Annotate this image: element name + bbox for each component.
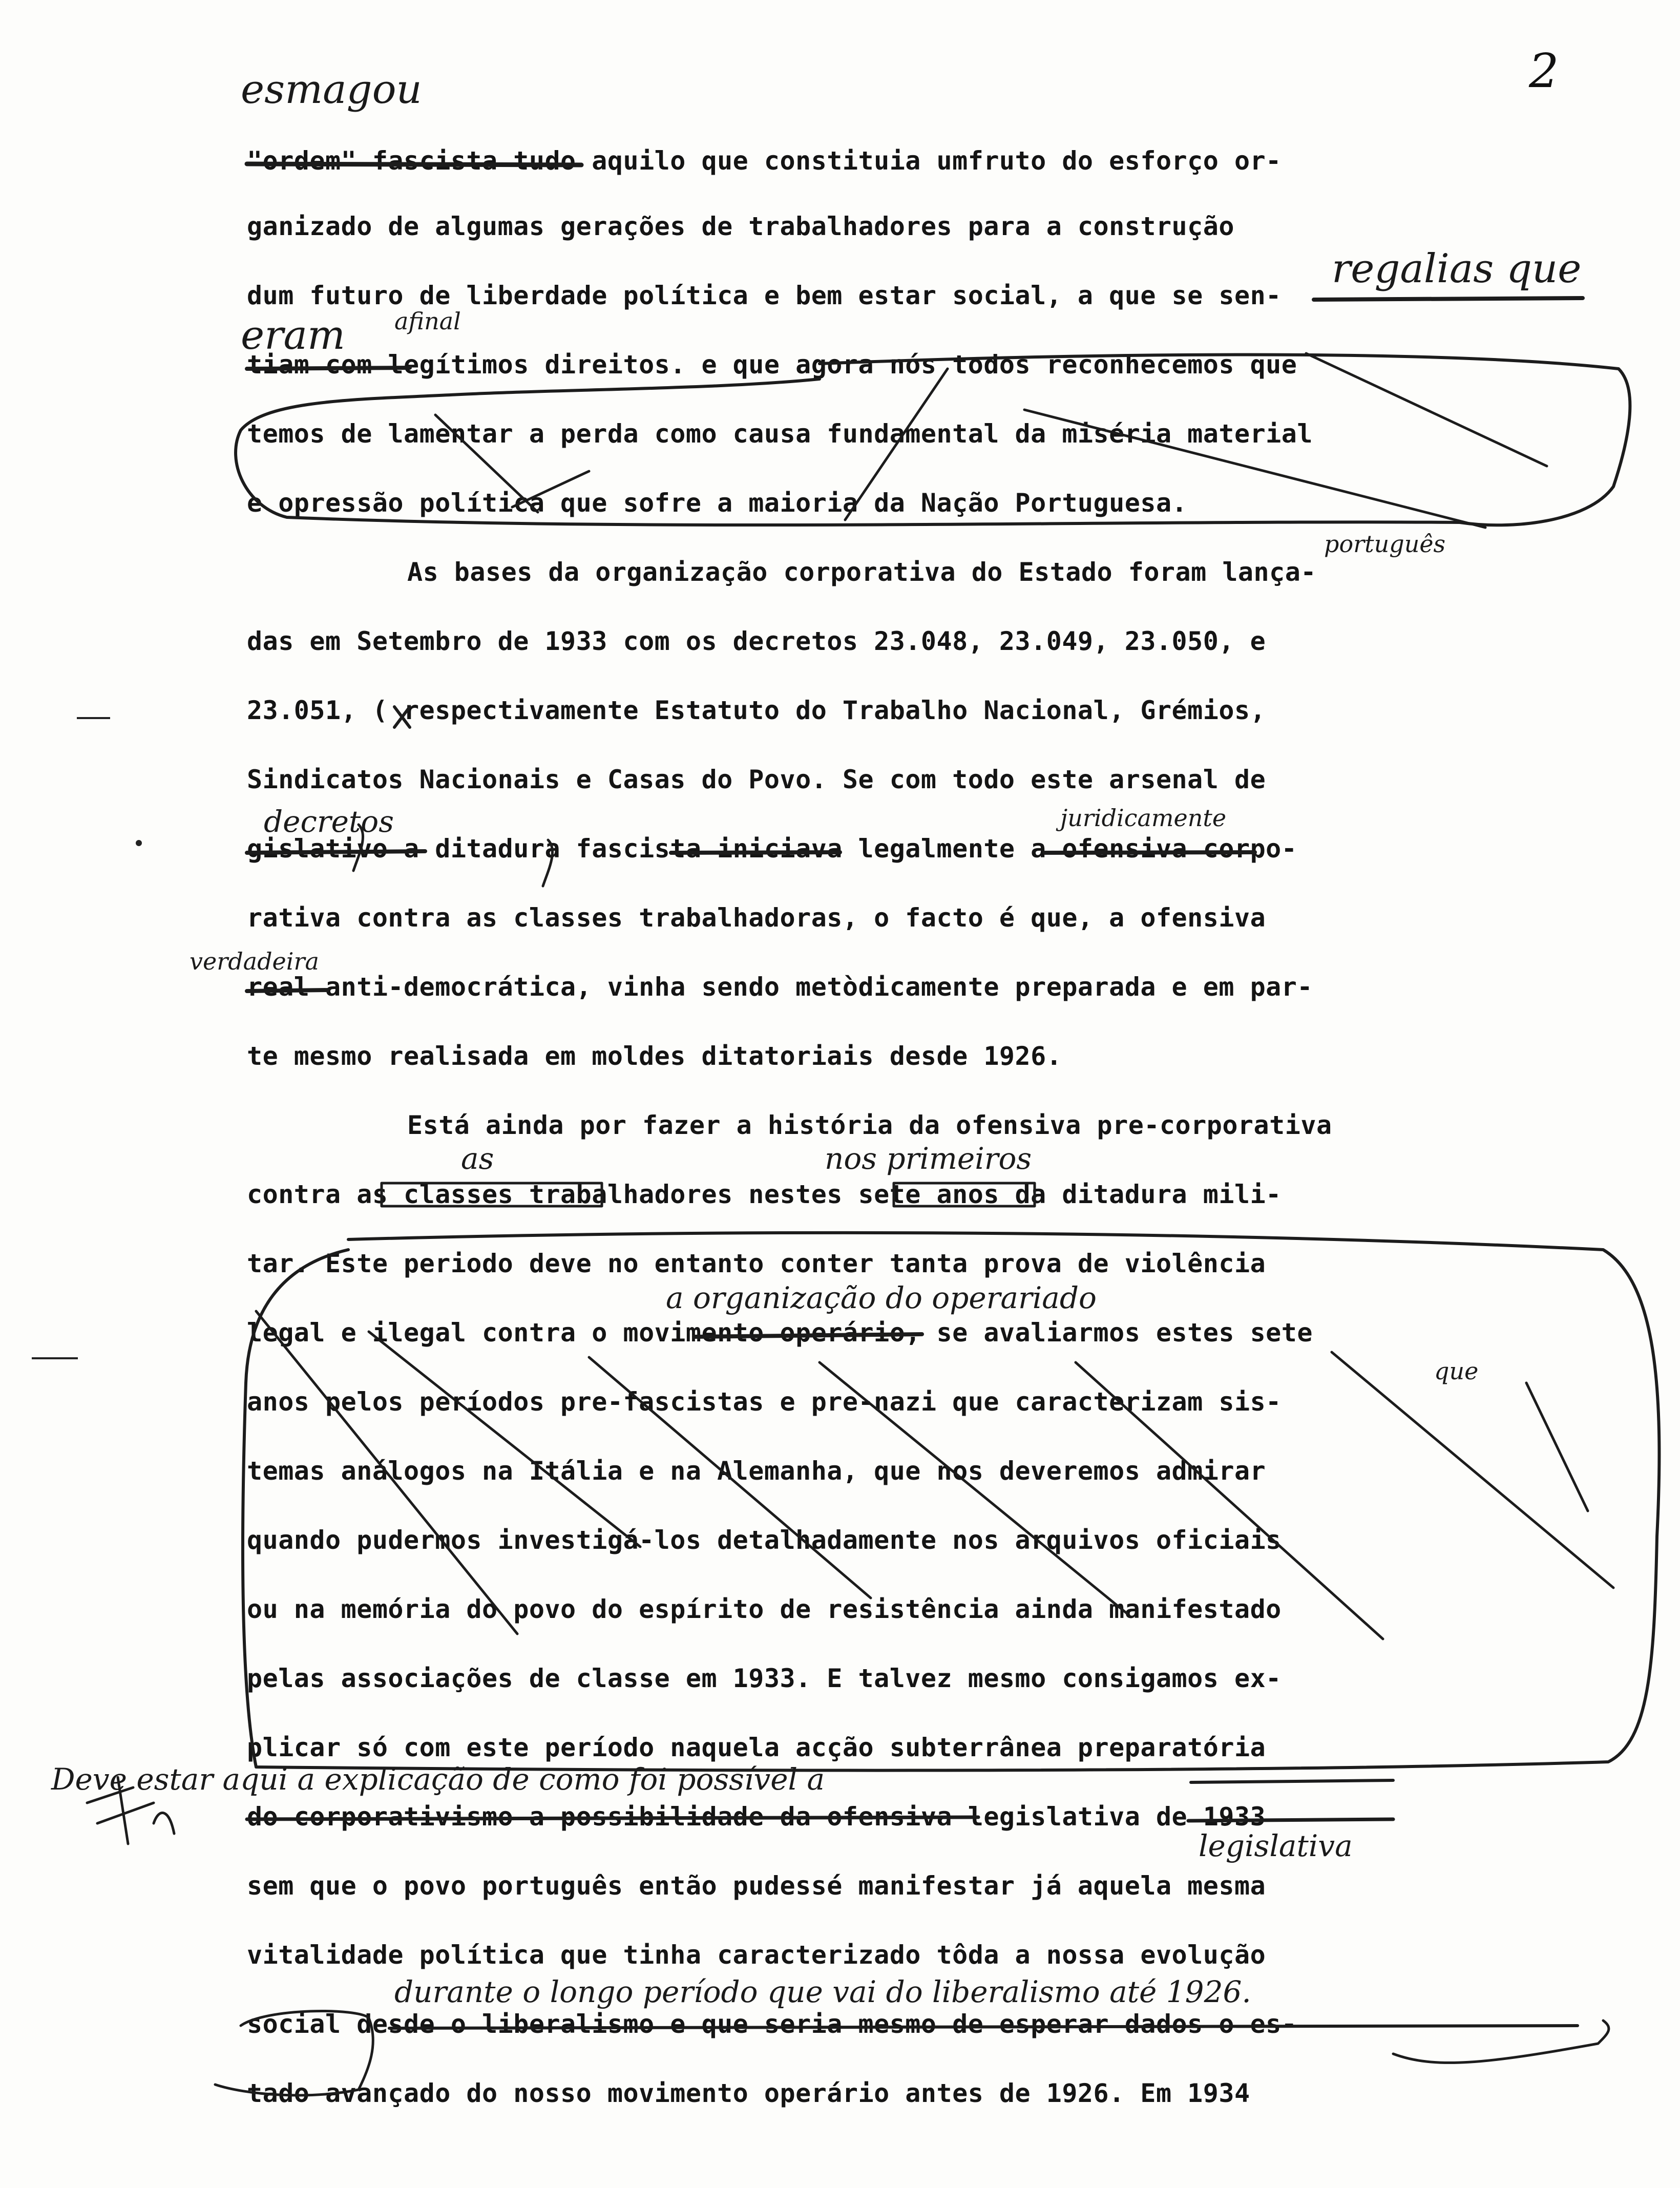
scan-mark xyxy=(77,717,110,719)
handwritten-note: durante o longo período que vai do liberalismo até 1926. xyxy=(394,1974,1251,2009)
handwritten-note: legislativa xyxy=(1199,1828,1353,1863)
text-line: te mesmo realisada em moldes ditatoriais desde 1926. xyxy=(247,1041,1062,1071)
text-line: anos pelos períodos pre-fascistas e pre-nazi que caracterizam sis- xyxy=(247,1387,1282,1417)
handwritten-note: nos primeiros xyxy=(825,1141,1032,1176)
text-line: ganizado de algumas gerações de trabalhadores para a construção xyxy=(247,212,1234,241)
handwritten-note: regalias que xyxy=(1332,246,1582,292)
text-line: As bases da organização corporativa do Estado foram lança- xyxy=(407,557,1316,587)
page-number: 2 xyxy=(1529,44,1559,98)
handwritten-note: afinal xyxy=(394,307,461,335)
scan-mark xyxy=(32,1357,78,1359)
handwritten-note: Deve estar aqui a explicação de como foi possível a xyxy=(51,1762,825,1797)
text-line: rativa contra as classes trabalhadoras, o facto é que, a ofensiva xyxy=(247,903,1266,933)
handwritten-note: juridicamente xyxy=(1060,804,1227,832)
handwritten-note: a organização do operariado xyxy=(666,1280,1097,1315)
handwritten-note: decretos xyxy=(264,804,394,839)
text-line: pelas associações de classe em 1933. E talvez mesmo consigamos ex- xyxy=(247,1664,1282,1693)
text-line: e opressão política que sofre a maioria da Nação Portuguesa. xyxy=(247,488,1188,518)
text-line: sem que o povo português então pudessé manifestar já aquela mesma xyxy=(247,1871,1266,1901)
text-line: Sindicatos Nacionais e Casas do Povo. Se com todo este arsenal de xyxy=(247,765,1266,794)
handwritten-note: esmagou xyxy=(241,67,422,113)
text-line: plicar só com este período naquela acção subterrânea preparatória xyxy=(247,1733,1266,1762)
text-line: gislativo a ditadura fascista iniciava legalmente a ofensiva corpo- xyxy=(247,834,1297,864)
strikethrough xyxy=(1314,298,1583,300)
text-line: tar. Este periodo deve no entanto conter tanta prova de violência xyxy=(247,1249,1266,1278)
handwritten-note: as xyxy=(461,1141,494,1176)
text-line: vitalidade política que tinha caracterizado tôda a nossa evolução xyxy=(247,1940,1266,1970)
text-line: tado avançado do nosso movimento operário antes de 1926. Em 1934 xyxy=(247,2078,1250,2108)
text-line: temas análogos na Itália e na Alemanha, que nos deveremos admirar xyxy=(247,1456,1266,1486)
strikethrough xyxy=(1191,1780,1393,1782)
handwritten-note: português xyxy=(1324,530,1446,558)
text-line: do corporativismo a possibilidade da ofensiva legislativa de 1933 xyxy=(247,1802,1266,1832)
text-line: quando pudermos investigá-los detalhadamente nos arquivos oficiais xyxy=(247,1525,1282,1555)
handwritten-note: verdadeira xyxy=(190,948,319,975)
handwritten-note: eram xyxy=(241,312,345,359)
text-line: temos de lamentar a perda como causa fundamental da miséria material xyxy=(247,419,1313,449)
handwritten-note: que xyxy=(1434,1357,1479,1385)
text-line: legal e ilegal contra o movimento operário, se avaliarmos estes sete xyxy=(247,1318,1313,1348)
scan-mark xyxy=(136,840,142,846)
text-line: 23.051, ( respectivamente Estatuto do Trabalho Nacional, Grémios, xyxy=(247,696,1266,725)
text-line: "ordem" fascista tudo aquilo que constituia umfruto do esforço or- xyxy=(247,146,1282,176)
text-line: ou na memória do povo do espírito de resistência ainda manifestado xyxy=(247,1594,1282,1624)
text-line: real anti-democrática, vinha sendo metòdicamente preparada e em par- xyxy=(247,972,1313,1002)
text-line: social desde o liberalismo e que seria mesmo de esperar dados o es- xyxy=(247,2009,1297,2039)
text-line: Está ainda por fazer a história da ofensiva pre-corporativa xyxy=(407,1110,1332,1140)
text-line: das em Setembro de 1933 com os decretos 23.048, 23.049, 23.050, e xyxy=(247,626,1266,656)
text-line: tiam com legítimos direitos. e que agora nós todos reconhecemos que xyxy=(247,350,1297,380)
text-line: contra as classes trabalhadores nestes sete anos da ditadura mili- xyxy=(247,1180,1282,1209)
text-line: dum futuro de liberdade política e bem estar social, a que se sen- xyxy=(247,281,1282,310)
